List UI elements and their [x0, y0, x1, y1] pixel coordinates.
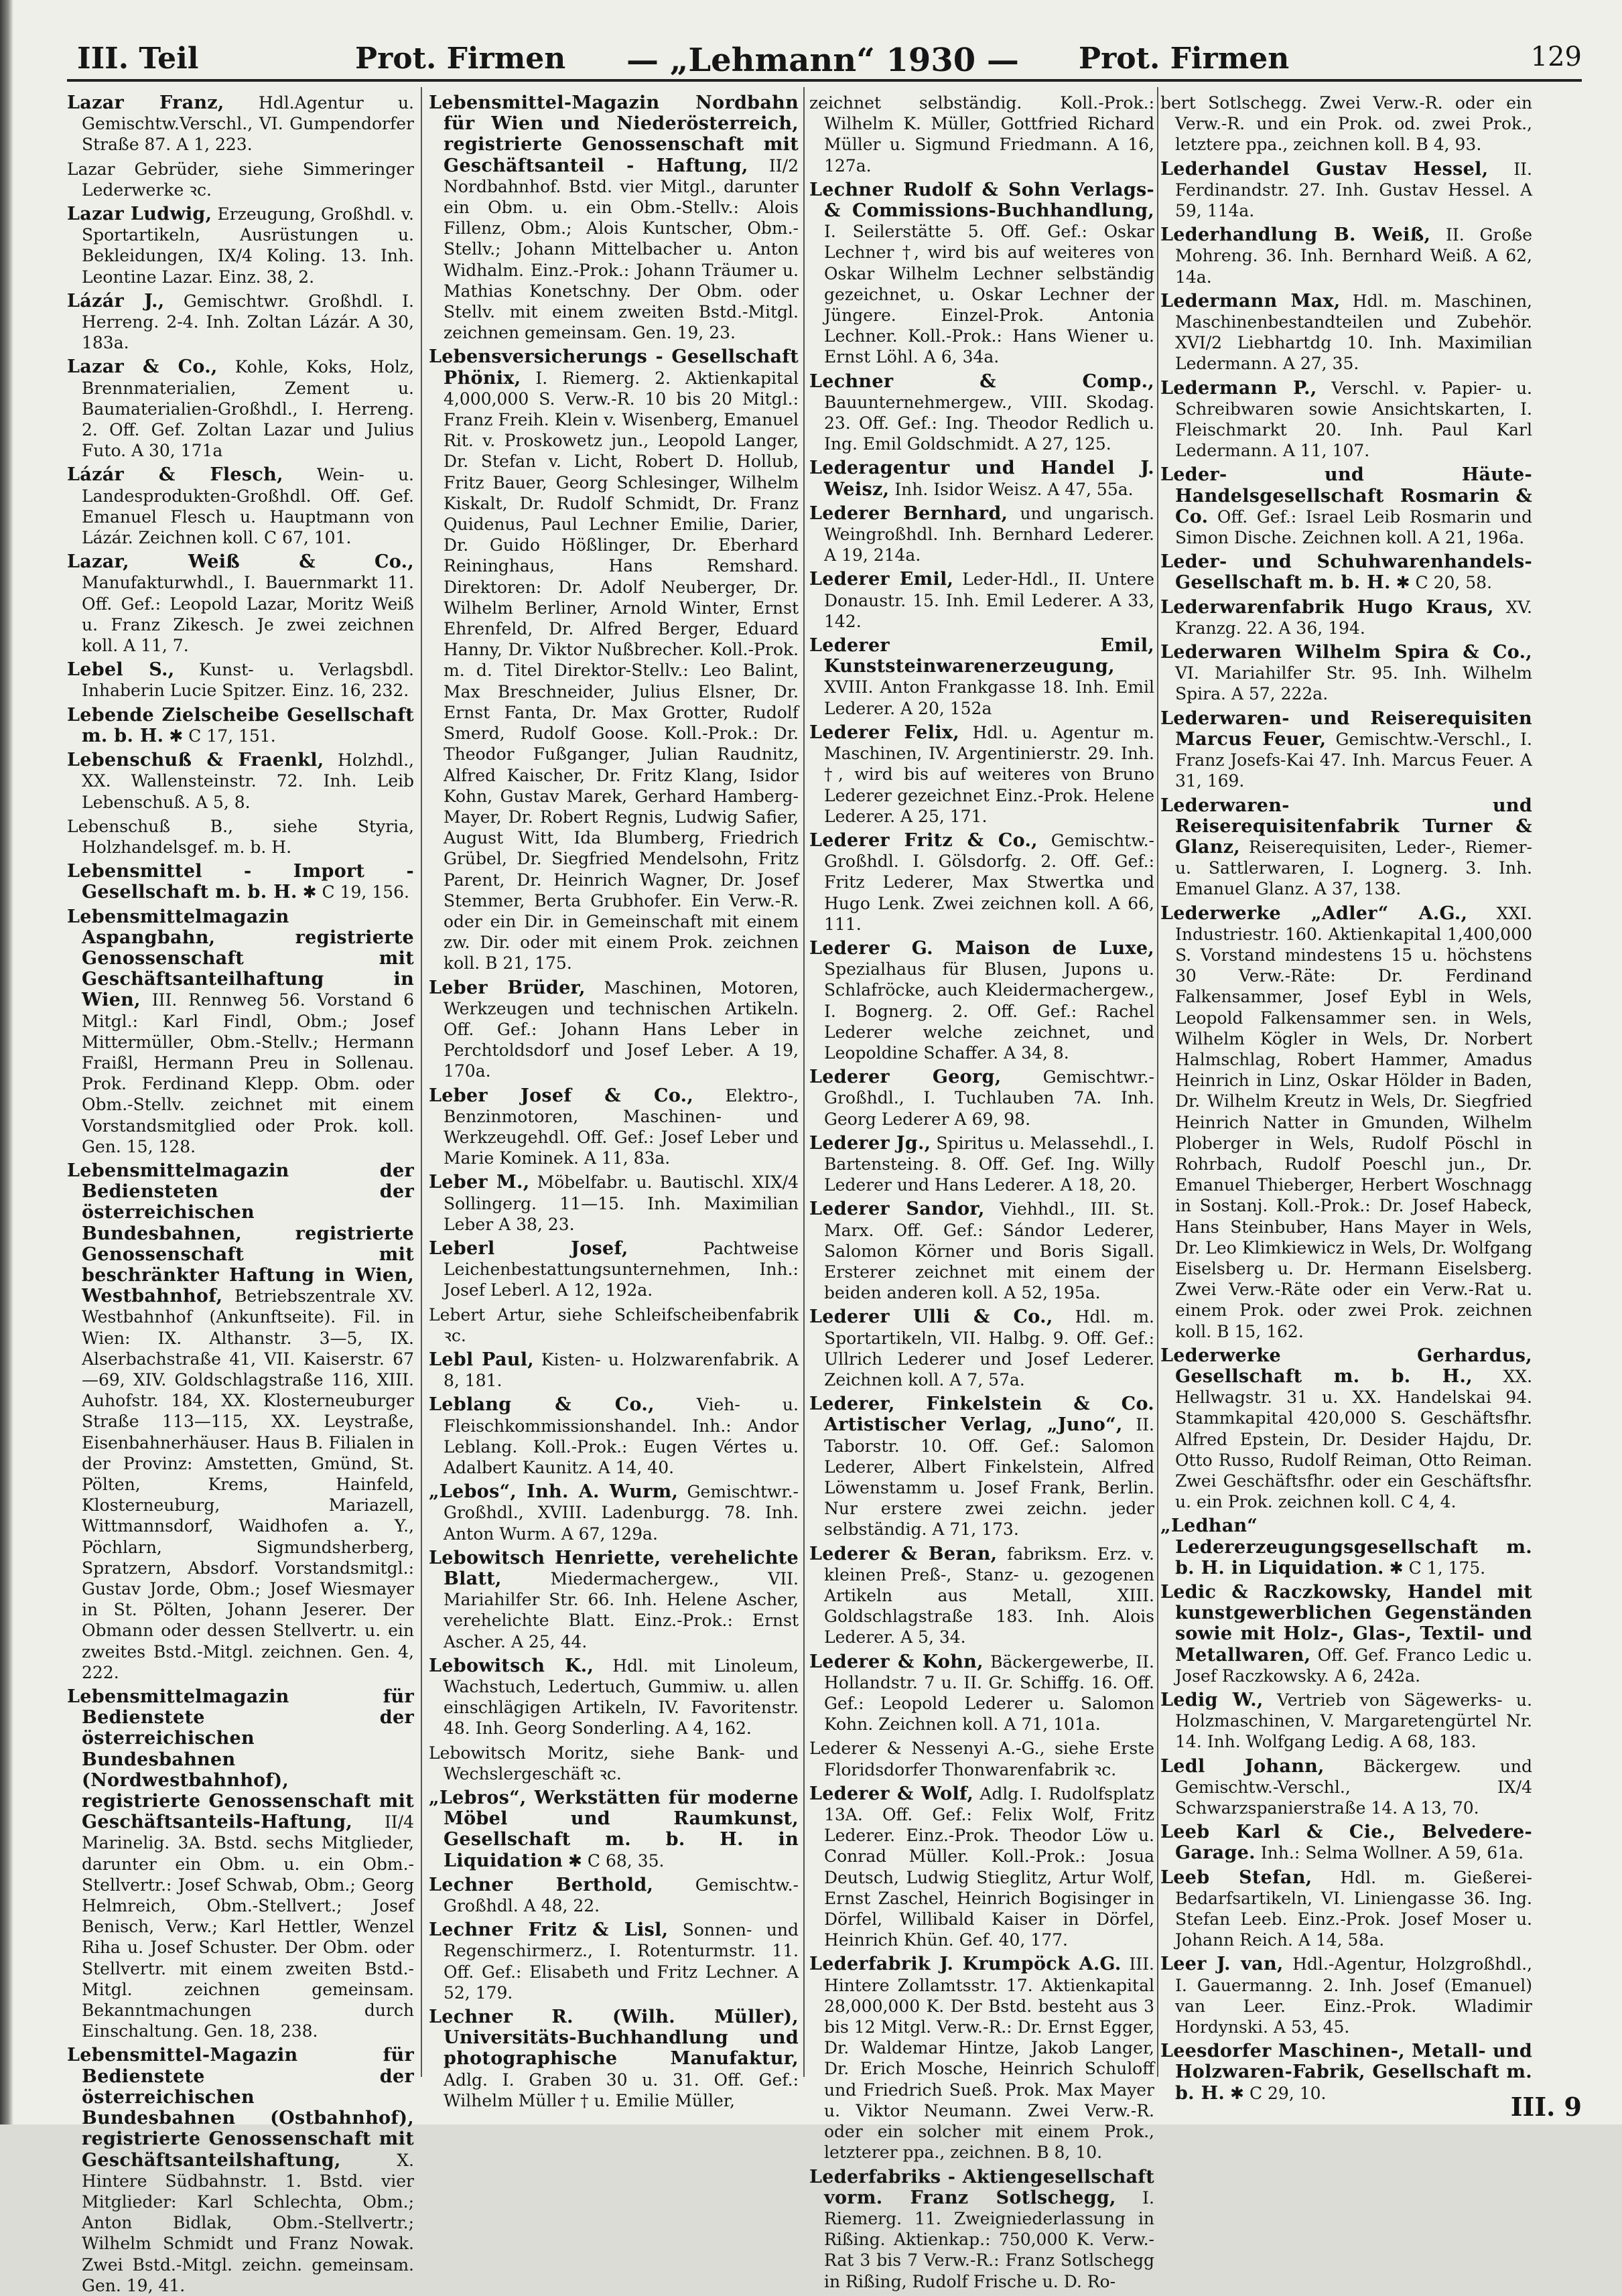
firm-details: Hdl. m. Gießerei-Bedarfsartikeln, VI. Liniengasse 36. Ing. Stefan Leeb. Einz.-Prok. Josef Moser u. Johann Reich. A 14, 58a. [1175, 1867, 1532, 1950]
directory-entry [429, 1172, 799, 1235]
firm-name: Lederer Sandor, [809, 1199, 985, 1220]
firm-details: VI. Mariahilfer Str. 95. Inh. Wilhelm Spira. A 57, 222a. [1175, 663, 1532, 704]
directory-entry [67, 291, 414, 354]
directory-entry [1160, 92, 1532, 155]
directory-entry [67, 551, 414, 656]
firm-name: Lazar & Co., [67, 356, 218, 378]
firm-name: Lederer Bernhard, [809, 502, 1008, 524]
directory-entry [1160, 642, 1532, 705]
directory-entry [67, 356, 414, 461]
firm-details: ✱ C 1, 175. [1389, 1558, 1486, 1578]
publication-title: — „Lehmann“ 1930 — [626, 42, 1019, 79]
firm-name: Lederer Georg, [809, 1067, 1002, 1088]
firm-name: Lederer Ulli & Co., [809, 1306, 1053, 1328]
firm-name: Lebensmittelmagazin Aspangbahn, registrierte Genossenschaft mit Geschäftsanteilhaftung in Wien, [67, 906, 414, 1011]
firm-details: fabriksm. Erz. v. kleinen Preß-, Stanz- u. gezogenen Artikeln aus Metall, XIII. Goldschlagstraße 183. Inh. Alois Lederer. A 5, 34. [824, 1544, 1154, 1647]
firm-details: Vieh- u. Fleischkommissionshandel. Inh.: Andor Leblang. Koll.-Prok.: Eugen Vértes u. Adalbert Kaunitz. A 14, 40. [444, 1395, 799, 1477]
firm-name: Lebensmittel-Magazin für Bedienstete der österreichischen Bundesbahnen (Ostbahnhof), registrierte Genossenschaft mit Geschäftsanteilshaftung, [67, 2045, 414, 2171]
directory-entry [1160, 1690, 1532, 1753]
directory-entry [429, 1919, 799, 2003]
running-title-right: Prot. Firmen [1079, 42, 1290, 76]
firm-details: II/4 Marinelig. 3A. Bstd. sechs Mitglieder, darunter ein Obm. u. ein Obm.-Stellvertr.: Josef Schwab, Obm.; Georg Helmreich, Obm.-Stellvert.; Josef Benisch, Verw.; Karl Hettler, Wenzel Riha u. Josef Schuster. Der Obm. oder Stellvertr. mit einem zweiten Bstd.-Mitgl. zeichnen gemeinsam. Bekanntmachungen durch Einschaltung. Gen. 18, 238. [82, 1812, 414, 2041]
firm-details: Adlg. I. Graben 30 u. 31. Off. Gef.: Wilhelm Müller † u. Emilie Müller, [444, 2070, 799, 2110]
firm-details: III. Rennweg 56. Vorstand 6 Mitgl.: Karl Findl, Obm.; Josef Mittermüller, Obm.-Stellv.; Hermann Fraißl, Hermann Preu in Sollenau. Prok. Ferdinand Klepp. Obm. oder Obm.-Stellv. zeichnet mit einem Vorstandsmitglied oder Prok. koll. Gen. 15, 128. [82, 990, 414, 1156]
firm-details: I. Riemerg. 2. Aktienkapital 4,000,000 S. Verw.-R. 10 bis 20 Mitgl.: Franz Freih. Klein v. Wisenberg, Emanuel Rit. v. Proskowetz jun., Leopold Langer, Dr. Stefan v. Licht, Robert D. Hollub, Fritz Bauer, Georg Schlesinger, Wilhelm Kiskalt, Dr. Rudolf Schmidt, Dr. Franz Quidenus, Paul Lechner Emilie, Darier, Dr. Guido Hößlinger, Dr. Eberhard Reininghaus, Hans Remshard. Direktoren: Dr. Adolf Neuberger, Dr. Wilhelm Berliner, Arnold Winter, Ernst Ehrenfeld, Dr. Alfred Berger, Eduard Hanny, Dr. Viktor Nußbrecher. Koll.-Prok. m. d. Titel Direktor-Stellv.: Leo Balint, Max Breschneider, Julius Elsner, Dr. Ernst Fanta, Dr. Max Grotter, Rudolf Smerd, Rudolf Goose. Koll.-Prok.: Dr. Theodor Fußganger, Julian Raudnitz, Alfred Kaischer, Dr. Fritz Klang, Isidor Kohn, Gustav Marek, Gerhard Hamberg-Mayer, Dr. Robert Regnis, Ludwig Safier, August Witt, Ida Blumberg, Friedrich Grübel, Dr. Siegfried Mendelsohn, Fritz Parent, Dr. Heinrich Wagner, Dr. Josef Stemmer, Berta Grubhofer. Ein Verw.-R. oder ein Dir. in Gemeinschaft mit einem zw. Dir. oder mit einem Prok. zeichnen koll. B 21, 175. [444, 368, 799, 973]
firm-details: Gemischtw.-Großhdl. A 48, 22. [444, 1875, 799, 1916]
firm-details: ✱ C 29, 10. [1230, 2083, 1327, 2103]
directory-entry [429, 1304, 799, 1346]
firm-name: Leesdorfer Maschinen-, Metall- und Holzwaren-Fabrik, Gesellschaft m. b. H. [1160, 2041, 1532, 2104]
directory-entry [429, 1394, 799, 1478]
firm-details: Gemischtwr.-Großhdl., XVIII. Ladenburgg. 78. Inh. Anton Wurm. A 67, 129a. [444, 1482, 799, 1544]
directory-entry [809, 1133, 1154, 1196]
directory-entry [429, 1743, 799, 1784]
firm-name: Lebensmittel-Magazin Nordbahn für Wien und Niederösterreich, registrierte Genossenschaft mit Geschäftsanteil - Haftung, [429, 92, 799, 176]
directory-entry [429, 346, 799, 973]
firm-details: Verschl. v. Papier- u. Schreibwaren sowie Ansichtskarten, I. Fleischmarkt 20. Inh. Paul Karl Ledermann. A 11, 107. [1175, 378, 1532, 461]
firm-name: Lederfabriks - Aktiengesellschaft vorm. Franz Sotlschegg, [809, 2166, 1154, 2208]
directory-entry [429, 1787, 799, 1871]
firm-name: Leeb Karl & Cie., Belvedere-Garage. [1160, 1822, 1532, 1864]
firm-name: Lederwerke Gerhardus, Gesellschaft m. b. H., [1160, 1345, 1532, 1387]
directory-entry [429, 1481, 799, 1544]
firm-details: und ungarisch. Weingroßhdl. Inh. Bernhard Lederer. A 19, 214a. [824, 503, 1154, 565]
firm-name: Lebowitsch Henriette, verehelichte Blatt, [429, 1547, 799, 1590]
firm-name: Lebensmittel - Import - Gesellschaft m. b. H. [67, 861, 414, 903]
firm-details: Erzeugung, Großhdl. v. Sportartikeln, Ausrüstungen u. Bekleidungen, IX/4 Koling. 13. Inh. Leontine Lazar. Einz. 38, 2. [82, 204, 415, 287]
directory-entry [67, 204, 414, 287]
firm-name: Lazar, Weiß & Co., [67, 551, 414, 573]
firm-name: Ledig W., [1160, 1690, 1264, 1711]
firm-details: XV. Kranzg. 22. A 36, 194. [1175, 597, 1532, 638]
firm-name: Lebenschuß & Fraenkl, [67, 750, 324, 771]
firm-name: Lebende Zielscheibe Gesellschaft m. b. H. [67, 704, 414, 746]
firm-details: XX. Hellwagstr. 31 u. XX. Handelskai 94. Stammkapital 420,000 S. Geschäftsfhr. Alfred Epstein, Dr. Desider Hajdu, Dr. Otto Russo, Rudolf Reiman, Otto Reiman. Zwei Geschäftsfhr. oder ein Geschäftsfhr. u. ein Prok. zeichnen koll. C 4, 4. [1175, 1366, 1533, 1512]
firm-details: XVIII. Anton Frankgasse 18. Inh. Emil Lederer. A 20, 152a [824, 677, 1154, 718]
header-rule [67, 79, 1582, 82]
firm-details: ✱ C 19, 156. [302, 882, 409, 902]
firm-name: Lazar Franz, [67, 92, 224, 113]
firm-name: Lazar Ludwig, [67, 204, 212, 225]
firm-details: Holzhdl., XX. Wallensteinstr. 72. Inh. Leib Lebenschuß. A 5, 8. [82, 750, 414, 812]
directory-entry [1160, 1515, 1532, 1578]
firm-details: Kisten- u. Holzwarenfabrik. A 8, 181. [444, 1349, 799, 1391]
firm-name: Lederhandlung B. Weiß, [1160, 224, 1431, 246]
directory-entry [809, 2167, 1154, 2292]
firm-details: Spezialhaus für Blusen, Jupons u. Schlafröcke, auch Kleidermachergew., I. Bognerg. 2. Off. Gef.: Rachel Lederer welche zeichnet, und Leopoldine Schaffer. A 34, 8. [824, 959, 1154, 1063]
directory-entry [1160, 159, 1532, 222]
directory-entry [809, 1067, 1154, 1130]
firm-details: Wein- u. Landesprodukten-Großhdl. Off. Gef. Emanuel Flesch u. Hauptmann von Lázár. Zeichnen koll. C 67, 101. [82, 465, 414, 548]
firm-name: Ledermann Max, [1160, 290, 1341, 312]
directory-entry [809, 569, 1154, 632]
firm-details: Sonnen- und Regenschirmerz., I. Rotenturmstr. 11. Off. Gef.: Elisabeth und Fritz Lechner. A 52, 179. [444, 1920, 799, 2003]
firm-details: Gemischtw.-Großhdl. I. Gölsdorfg. 2. Off. Gef.: Fritz Lederer, Max Stwertka und Hugo Lenk. Zwei zeichnen koll. A 66, 111. [824, 830, 1155, 934]
directory-entry [1160, 1756, 1532, 1819]
directory-entry [67, 659, 414, 701]
firm-name: Lederer Emil, [809, 569, 954, 590]
directory-entry [809, 1199, 1154, 1303]
firm-name: Leber Brüder, [429, 977, 586, 998]
directory-entry [809, 92, 1154, 176]
directory-entry [429, 1085, 799, 1169]
firm-name: „Lebos“, Inh. A. Wurm, [429, 1481, 679, 1503]
firm-name: Lederer & Kohn, [809, 1651, 984, 1672]
directory-entry [1160, 597, 1532, 638]
firm-details: Gemischtwr.-Großhdl., I. Tuchlauben 7A. Inh. Georg Lederer A 69, 98. [824, 1067, 1155, 1129]
firm-details: II. Ferdinandstr. 27. Inh. Gustav Hessel. A 59, 114a. [1175, 159, 1532, 221]
directory-entry [67, 750, 414, 813]
firm-details: Hdl.Agentur u. Gemischtw.Verschl., VI. Gumpendorfer Straße 87. A 1, 223. [82, 93, 414, 155]
column-4 [1160, 92, 1533, 2104]
column-divider [1157, 87, 1158, 2077]
firm-details: Maschinen, Motoren, Werkzeugen und technischen Artikeln. Off. Gef.: Johann Hans Leber in Perchtoldsdorf und Josef Leber. A 19, 170a. [444, 977, 799, 1081]
column-3 [809, 92, 1155, 2291]
directory-entry [809, 1954, 1154, 2163]
firm-details: Viehhdl., III. St. Marx. Off. Gef.: Sándor Lederer, Salomon Körner und Boris Sigall. Ersterer zeichnet mit einem der beiden anderen koll. A 52, 195a. [824, 1199, 1155, 1303]
firm-details: Manufakturwhdl., I. Bauernmarkt 11. Off. Gef.: Leopold Lazar, Moritz Weiß u. Franz Zikesch. Je zwei zeichnen koll. A 11, 7. [82, 573, 414, 656]
firm-details: Betriebszentrale XV. Westbahnhof (Ankunftseite). Fil. in Wien: IX. Althanstr. 3—5, IX. Alserbachstraße 41, VII. Kaiserstr. 67—69, XIV. Goldschlagstraße 116, XIII. Auhofstr. 184, XX. Klosterneuburger Straße 113—115, XX. Leystraße, Eisenbahnerhäuser. Haus B. Filialen in der Provinz: Amstetten, Gmünd, St. Pölten, Krems, Hainfeld, Klosterneuburg, Mariazell, Wittmannsdorf, Waidhofen a. Y., Pöchlarn, Sigmundsherberg, Spratzern, Absdorf. Vorstandsmitgl.: Gustav Jorde, Obm.; Josef Wiesmayer in St. Pölten, Johann Jeserer. Der Obmann oder dessen Stellvertr. u. ein zweites Bstd.-Mitgl. zeichnen. Gen. 4, 222. [82, 1286, 414, 1682]
firm-name: Leder- und Häute-Handelsgesellschaft Rosmarin & Co. [1160, 464, 1532, 527]
directory-entry [1160, 224, 1532, 287]
column-2 [429, 92, 799, 2110]
firm-details: II. Große Mohreng. 36. Inh. Bernhard Weiß. A 62, 14a. [1175, 225, 1532, 287]
firm-details: Gemischtw.-Verschl., I. Franz Josefs-Kai 47. Inh. Marcus Feuer. A 31, 169. [1175, 729, 1532, 791]
column-divider [803, 87, 805, 2077]
directory-entry [1160, 1867, 1532, 1951]
directory-entry [429, 1349, 799, 1391]
firm-name: „Ledhan“ Ledererzeugungsgesellschaft m. b. H. in Liquidation. [1160, 1515, 1532, 1578]
directory-entry [1160, 1954, 1532, 2037]
directory-entry [67, 2045, 414, 2295]
directory-entry [67, 464, 414, 548]
directory-entry [809, 830, 1154, 935]
directory-entry [809, 1783, 1154, 1951]
firm-name: Leeb Stefan, [1160, 1867, 1312, 1888]
directory-entry [809, 180, 1154, 368]
book-spine-shadow [0, 0, 13, 2124]
directory-entry [67, 159, 414, 200]
firm-details: Inh. Isidor Weisz. A 47, 55a. [894, 479, 1134, 499]
firm-name: Lechner R. (Wilh. Müller), Universitäts-Buchhandlung und photographische Manufaktur, [429, 2007, 799, 2070]
firm-details: Hdl. u. Agentur m. Maschinen, IV. Argentinierstr. 29. Inh. †, wird bis auf weiteres von Bruno Lederer gezeichnet Einz.-Prok. Helene Lederer. A 25, 171. [824, 722, 1154, 826]
firm-details: Bauunternehmergew., VIII. Skodag. 23. Off. Gef.: Ing. Theodor Redlich u. Ing. Emil Goldschmidt. A 27, 125. [824, 392, 1154, 454]
firm-name: Lederwaren- und Reiserequisiten Marcus Feuer, [1160, 707, 1532, 750]
firm-details: Kunst- u. Verlagsbdl. Inhaberin Lucie Spitzer. Einz. 16, 232. [82, 660, 414, 701]
firm-details: Reiserequisiten, Leder-, Riemer- u. Sattlerwaren, I. Lognerg. 3. Inh. Emanuel Glanz. A 37, 138. [1175, 837, 1532, 899]
firm-name: Lázár & Flesch, [67, 464, 283, 486]
firm-name: Lederwerke „Adler“ A.G., [1160, 902, 1468, 924]
directory-entry [429, 2007, 799, 2111]
firm-name: Lederfabrik J. Krumpöck A.G. [809, 1954, 1122, 1975]
firm-details: Kohle, Koks, Holz, Brennmaterialien, Zement u. Baumaterialien-Großhdl., I. Herreng. 2. Off. Gef. Zoltan Lazar und Julius Futo. A 30, 171a [82, 357, 414, 461]
firm-details: Hdl.-Agentur, Holzgroßhdl., I. Gauermanng. 2. Inh. Josef (Emanuel) van Leer. Einz.-Prok. Wladimir Hordynski. A 53, 45. [1175, 1954, 1532, 2037]
running-title-left: Prot. Firmen [355, 42, 566, 76]
firm-details: I. Riemerg. 11. Zweigniederlassung in Rißing. Aktienkap.: 750,000 K. Verw.-Rat 3 bis 7 Verw.-R.: Franz Sotlschegg in Rißing, Rudolf Frische u. D. Ro- [824, 2187, 1154, 2291]
firm-name: Ledl Johann, [1160, 1755, 1325, 1777]
firm-name: Leberl Josef, [429, 1237, 628, 1259]
directory-entry [809, 722, 1154, 827]
firm-name: Ledermann P., [1160, 377, 1317, 399]
firm-name: Lederwaren- und Reiserequisitenfabrik Turner & Glanz, [1160, 795, 1532, 858]
firm-name: „Lebros“, Werkstätten für moderne Möbel und Raumkunst, Gesellschaft m. b. H. in Liquidation [429, 1787, 799, 1871]
firm-name: Lederer Emil, Kunststeinwarenerzeugung, [809, 635, 1154, 677]
directory-entry [1160, 1345, 1532, 1513]
firm-name: Lebowitsch K., [429, 1655, 594, 1676]
firm-details: II/2 Nordbahnhof. Bstd. vier Mitgl., darunter ein Obm. u. ein Obm.-Stellv.: Alois Fillenz, Obm.; Alois Kuntscher, Obm.-Stellv.; Johann Mittelbacher u. Anton Widhalm. Einz.-Prok.: Johann Träumer u. Mathias Konetschny. Der Obm. oder Stellv. mit einem zweiten Bstd.-Mitgl. zeichnen gemeinsam. Gen. 19, 23. [444, 155, 799, 343]
firm-details: ✱ C 17, 151. [169, 726, 276, 746]
firm-details: Pachtweise Leichenbestattungsunternehmen, Inh.: Josef Leberl. A 12, 192a. [444, 1238, 799, 1300]
firm-details: I. Seilerstätte 5. Off. Gef.: Oskar Lechner †, wird bis auf weiteres von Oskar Wilhelm Lechner selbständig gezeichnet, u. Oskar Lechner der Jüngere. Einzel-Prok. Antonia Lechner. Koll.-Prok.: Hans Wiener u. Ernst Löhl. A 6, 34a. [824, 222, 1154, 367]
directory-entry [1160, 795, 1532, 900]
firm-details: III. Hintere Zollamtsstr. 17. Aktienkapital 28,000,000 K. Der Bstd. besteht aus 3 bis 12 Mitgl. Verw.-R.: Dr. Ernst Egger, Dr. Waldemar Hintze, Jakob Langer, Dr. Erich Mosche, Heinrich Schuloff und Friedrich Sueß. Prok. Max Mayer u. Viktor Neumann. Zwei Verw.-R. oder ein solcher mit einem Prok., letzterer ppa., zeichnen. B 8, 10. [824, 1954, 1155, 2163]
directory-entry [1160, 708, 1532, 792]
firm-details: Off. Gef.: Israel Leib Rosmarin und Simon Dische. Zeichnen koll. A 21, 196a. [1175, 507, 1532, 548]
directory-entry [429, 1656, 799, 1739]
directory-entry [67, 816, 414, 858]
directory-entry [809, 458, 1154, 499]
firm-name: Leber Josef & Co., [429, 1085, 694, 1106]
firm-name: Lederhandel Gustav Hessel, [1160, 158, 1489, 180]
firm-details: Lazar Gebrüder, siehe Simmeringer Lederwerke ꝛc. [67, 159, 414, 200]
directory-entry [809, 503, 1154, 566]
directory-entry [67, 1686, 414, 2041]
firm-name: Lederer, Finkelstein & Co. Artistischer Verlag, „Juno“, [809, 1394, 1154, 1436]
directory-entry [809, 1394, 1154, 1540]
firm-details: Off. Gef. Franco Ledic u. Josef Raczkowsky. A 6, 242a. [1175, 1645, 1532, 1686]
firm-details: Gemischtwr. Großhdl. I. Herreng. 2-4. Inh. Zoltan Lázár. A 30, 183a. [82, 291, 414, 353]
firm-details: II. Taborstr. 10. Off. Gef.: Salomon Lederer, Albert Finkelstein, Alfred Löwenstamm u. Josef Frank, Berlin. Nur erstere zwei zeichn. jeder selbständig. A 71, 173. [824, 1415, 1154, 1540]
directory-entry [1160, 2041, 1532, 2104]
directory-entry [809, 938, 1154, 1063]
directory-entry [1160, 464, 1532, 548]
firm-details: Lebowitsch Moritz, siehe Bank- und Wechslergeschäft ꝛc. [429, 1743, 799, 1783]
column-divider [421, 87, 422, 2077]
firm-name: Lederer Jg., [809, 1132, 931, 1154]
firm-name: Lederer Fritz & Co., [809, 829, 1038, 851]
firm-name: Ledic & Raczkowsky, Handel mit kunstgewerblichen Gegenständen sowie mit Holz-, Glas-, Textil- und Metallwaren, [1160, 1582, 1532, 1666]
firm-details: zeichnet selbständig. Koll.-Prok.: Wilhelm K. Müller, Gottfried Richard Müller u. Sigmund Friedmann. A 16, 127a. [809, 93, 1154, 176]
signature-mark: III. 9 [1510, 2092, 1582, 2122]
directory-entry [1160, 1582, 1532, 1686]
firm-name: Lederer & Beran, [809, 1543, 998, 1564]
firm-details: Bäckergew. und Gemischtw.-Verschl., IX/4 Schwarzspanierstraße 14. A 13, 70. [1175, 1756, 1532, 1818]
firm-name: Leblang & Co., [429, 1394, 655, 1416]
firm-name: Lederer & Wolf, [809, 1783, 974, 1804]
firm-name: Lebel S., [67, 659, 175, 681]
directory-entry [1160, 378, 1532, 462]
firm-details: Miedermachergew., VII. Mariahilfer Str. 66. Inh. Helene Ascher, verehelichte Blatt. Einz.-Prok.: Ernst Ascher. A 25, 44. [444, 1569, 799, 1651]
directory-entry [1160, 291, 1532, 375]
firm-details: XXI. Industriestr. 160. Aktienkapital 1,400,000 S. Vorstand mindestens 15 u. höchstens 30 Verw.-Räte: Dr. Ferdinand Falkensammer, Josef Eybl in Wels, Leopold Falkensammer sen. in Wels, Wilhelm Kögler in Wels, Dr. Norbert Halmschlag, Robert Hammer, Amadus Heinrich in Linz, Oskar Hölder in Baden, Dr. Wilhelm Kreutz in Wels, Dr. Siegfried Heinrich Natter in Gmunden, Wilhelm Ploberger in Wels, Rudolf Pöschl in Rohrbach, Rudolf Poeschl jun., Dr. Emanuel Thieberger, Herbert Woschnagg in Sostanj. Koll.-Prok.: Dr. Josef Habeck, Hans Steinbuber, Hans Mayer in Wels, Dr. Leo Klimkiewicz in Wels, Dr. Wolfgang Eiselsberg u. Dr. Hermann Eiselsberg. Zwei Verw.-Räte oder ein Verw.-Rat u. einem Prok. oder zwei Prok. zeichnen koll. B 15, 162. [1175, 903, 1532, 1341]
section-label: III. Teil [77, 42, 199, 76]
firm-details: X. Hintere Südbahnstr. 1. Bstd. vier Mitglieder: Karl Schlechta, Obm.; Anton Bidlak, Obm.-Stellvertr.; Wilhelm Schmidt und Franz Nowak. Zwei Bstd.-Mitgl. zeichn. gemeinsam. Gen. 19, 41. [82, 2150, 414, 2295]
page-number: 129 [1530, 42, 1582, 72]
firm-details: Adlg. I. Rudolfsplatz 13A. Off. Gef.: Felix Wolf, Fritz Lederer. Einz.-Prok. Theodor Löw u. Conrad Müller. Koll.-Prok.: Josua Deutsch, Ludwig Stieglitz, Artur Wolf, Ernst Zaschel, Heinrich Bogisinger in Dörfel, Willibald Kaiser in Dörfel, Heinrich Khün. Gef. 40, 177. [824, 1783, 1154, 1950]
firm-details: Spiritus u. Melassehdl., I. Bartensteing. 8. Off. Gef. Ing. Willy Lederer und Hans Lederer. A 18, 20. [824, 1133, 1154, 1195]
directory-entry [1160, 903, 1532, 1342]
firm-details: Elektro-, Benzinmotoren, Maschinen- und Werkzeugehdl. Off. Gef.: Josef Leber und Marie Kominek. A 11, 83a. [444, 1085, 799, 1168]
directory-entry [809, 1738, 1154, 1779]
firm-name: Lebensmittelmagazin der Bediensteten der österreichischen Bundesbahnen, registrierte Genossenschaft mit beschränkter Haftung in Wien, Westbahnhof, [67, 1160, 414, 1307]
firm-name: Lebensversicherungs - Gesellschaft Phönix, [429, 346, 799, 389]
directory-entry [67, 705, 414, 746]
directory-entry [809, 1306, 1154, 1390]
directory-entry [1160, 1822, 1532, 1863]
firm-details: Vertrieb von Sägewerks- u. Holzmaschinen, V. Margaretengürtel Nr. 14. Inh. Wolfgang Ledig. A 68, 183. [1175, 1690, 1532, 1752]
column-1 [67, 92, 415, 2295]
firm-details: Leder-Hdl., II. Untere Donaustr. 15. Inh. Emil Lederer. A 33, 142. [824, 569, 1154, 631]
directory-entry [809, 1544, 1154, 1648]
firm-name: Lechner Rudolf & Sohn Verlags- & Commissions-Buchhandlung, [809, 179, 1154, 222]
firm-details: Lebert Artur, siehe Schleifscheibenfabrik ꝛc. [429, 1304, 799, 1345]
directory-entry [67, 92, 414, 155]
firm-details: ✱ C 68, 35. [568, 1850, 665, 1871]
firm-details: bert Sotlschegg. Zwei Verw.-R. oder ein Verw.-R. und ein Prok. od. zwei Prok., letztere ppa., zeichnen koll. B 4, 93. [1160, 93, 1532, 155]
firm-details: Hdl. m. Maschinen, Maschinenbestandteilen und Zubehör. XVI/2 Liebhartdg 10. Inh. Maximilian Ledermann. A 27, 35. [1175, 291, 1532, 374]
firm-name: Leber M., [429, 1172, 530, 1193]
firm-name: Lechner Fritz & Lisl, [429, 1919, 669, 1941]
directory-entry [809, 635, 1154, 719]
directory-entry [429, 977, 799, 1082]
firm-name: Lebensmittelmagazin für Bedienstete der österreichischen Bundesbahnen (Nordwestbahnhof), registrierte Genossenschaft mit Geschäftsanteils-Haftung, [67, 1686, 414, 1833]
firm-name: Lederagentur und Handel J. Weisz, [809, 458, 1154, 500]
directory-entry [429, 92, 799, 343]
directory-entry [429, 1548, 799, 1652]
firm-details: Hdl. mit Linoleum, Wachstuch, Ledertuch, Gummiw. u. allen einschlägigen Artikeln, IV. Favoritenstr. 48. Inh. Georg Sonderling. A 4, 162. [444, 1656, 799, 1739]
directory-entry [809, 371, 1154, 455]
directory-entry [67, 861, 414, 902]
firm-details: Lebenschuß B., siehe Styria, Holzhandelsgef. m. b. H. [67, 816, 414, 857]
directory-entry [67, 1160, 414, 1683]
firm-details: Inh.: Selma Wollner. A 59, 61a. [1260, 1843, 1524, 1863]
firm-name: Lázár J., [67, 290, 165, 312]
firm-name: Lederer G. Maison de Luxe, [809, 937, 1154, 959]
firm-details: Möbelfabr. u. Bautischl. XIX/4 Sollingerg. 11—15. Inh. Maximilian Leber A 38, 23. [444, 1172, 799, 1234]
firm-details: Lederer & Nessenyi A.-G., siehe Erste Floridsdorfer Thonwarenfabrik ꝛc. [809, 1739, 1154, 1779]
directory-entry [1160, 551, 1532, 593]
directory-entry [67, 906, 414, 1157]
firm-details: ✱ C 20, 58. [1396, 573, 1493, 593]
firm-name: Lederwarenfabrik Hugo Kraus, [1160, 596, 1494, 618]
firm-name: Lederer Felix, [809, 722, 960, 743]
firm-details: Bäckergewerbe, II. Hollandstr. 7 u. II. Gr. Schiffg. 16. Off. Gef.: Leopold Lederer u. Salomon Kohn. Zeichnen koll. A 71, 101a. [824, 1651, 1154, 1735]
directory-entry [429, 1875, 799, 1916]
directory-entry [809, 1651, 1154, 1735]
firm-name: Leer J. van, [1160, 1954, 1284, 1975]
firm-name: Lebl Paul, [429, 1349, 535, 1370]
firm-name: Leder- und Schuhwarenhandels-Gesellschaft m. b. H. [1160, 551, 1532, 594]
firm-name: Lechner & Comp., [809, 370, 1154, 392]
firm-name: Lederwaren Wilhelm Spira & Co., [1160, 642, 1532, 663]
directory-entry [429, 1238, 799, 1301]
firm-name: Lechner Berthold, [429, 1874, 654, 1895]
firm-details: Hdl. m. Sportartikeln, VII. Halbg. 9. Off. Gef.: Ullrich Lederer und Josef Lederer. Zeichnen koll. A 7, 57a. [824, 1307, 1154, 1390]
